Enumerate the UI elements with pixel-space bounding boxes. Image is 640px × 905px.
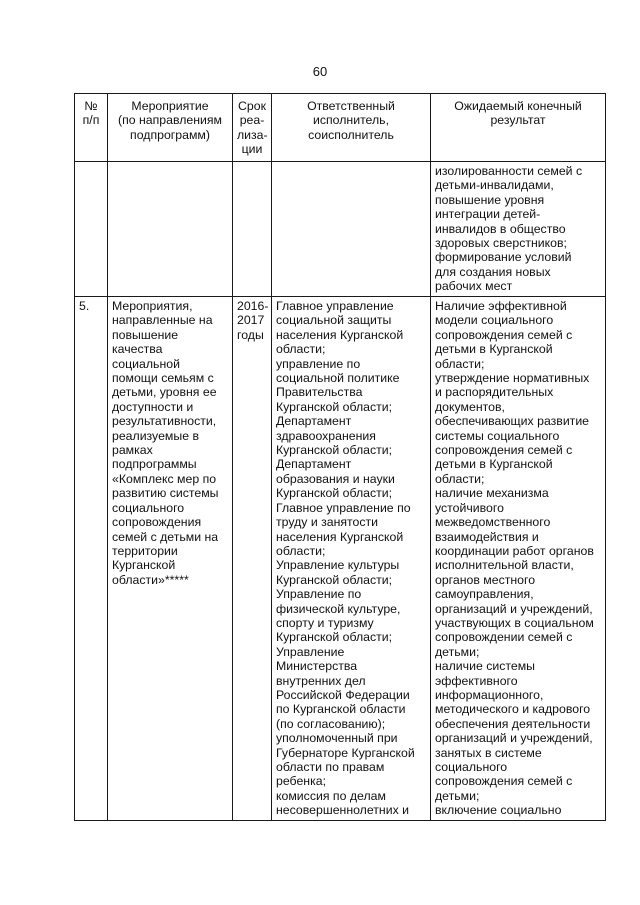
text-line: исполнитель, xyxy=(312,113,389,128)
text-line: обеспечивающих развитие xyxy=(435,414,590,429)
text-line: п/п xyxy=(82,113,100,128)
text-line: для создания новых xyxy=(435,264,551,279)
text-line: методического и кадрового xyxy=(435,702,591,717)
text-line: взаимодействия и xyxy=(435,529,539,544)
text-line: населения Курганской xyxy=(276,529,404,544)
text-line: области; xyxy=(276,342,326,357)
text-line: сопровождения семей с xyxy=(435,774,573,789)
text-line: «Комплекс мер по xyxy=(112,471,217,486)
text-line: Курганской области; xyxy=(276,630,393,645)
cell-executor-empty xyxy=(272,162,431,297)
text-line: (по направлениям xyxy=(117,113,222,128)
page-number: 60 xyxy=(312,64,328,79)
text-line: реа- xyxy=(239,113,265,128)
text-line: Курганской области; xyxy=(276,399,393,414)
text-line: формирование условий xyxy=(435,250,572,265)
text-line: модели социального xyxy=(435,313,554,328)
cell-term xyxy=(233,297,272,821)
text-line: органов местного xyxy=(435,572,536,587)
text-line: труду и занятости xyxy=(276,515,379,530)
cell-result-continuation xyxy=(431,162,606,297)
text-line: Правительства xyxy=(276,385,363,400)
text-line: результативности, xyxy=(112,414,217,429)
text-line: Департамент xyxy=(276,457,352,472)
cell-event-empty xyxy=(108,162,233,297)
text-line: области»***** xyxy=(112,572,189,587)
text-line: Мероприятие xyxy=(131,99,209,113)
text-line: Губернаторе Курганской xyxy=(276,745,415,760)
text-line: помощи семьям с xyxy=(112,371,214,386)
text-line: изолированности семей с xyxy=(435,164,583,178)
text-line: области по правам xyxy=(276,760,385,774)
header-result xyxy=(431,94,606,162)
text-line: исполнительной власти, xyxy=(435,558,574,573)
text-line: управление по xyxy=(276,356,361,371)
text-line: Главное управление xyxy=(276,299,394,313)
text-line: лиза- xyxy=(237,127,268,142)
text-line: наличие механизма xyxy=(435,486,549,501)
text-line: Ответственный xyxy=(307,99,395,113)
text-line: 2017 xyxy=(237,313,265,328)
text-line: информационного, xyxy=(435,687,544,702)
text-line: ции xyxy=(241,142,263,157)
text-line: годы xyxy=(237,327,264,342)
cell-executor xyxy=(272,297,431,821)
table-row-continuation xyxy=(75,162,606,297)
text-line: Курганской области; xyxy=(276,486,393,501)
text-line: повышение уровня xyxy=(435,192,545,207)
text-line: детьми в Курганской xyxy=(435,342,553,357)
text-line: Срок xyxy=(238,99,266,113)
text-line: семей с детьми на xyxy=(112,529,219,544)
text-line: эффективного xyxy=(435,673,518,688)
text-line: Министерства xyxy=(276,659,358,674)
text-line: Курганской xyxy=(112,558,176,573)
text-line: подпрограмм) xyxy=(130,127,210,142)
text-line: комиссия по делам xyxy=(276,788,386,803)
text-line: устойчивого xyxy=(435,500,504,515)
text-line: сопровождения семей с xyxy=(435,443,573,458)
text-line: Главное управление по xyxy=(276,500,411,515)
text-line: и распорядительных xyxy=(435,385,554,400)
text-line: направленные на xyxy=(112,313,213,328)
text-line: обеспечения деятельности xyxy=(435,716,591,731)
text-line: области; xyxy=(435,471,485,486)
text-line: Управление xyxy=(276,644,345,659)
text-line: спорту и туризму xyxy=(276,615,374,630)
text-line: подпрограммы xyxy=(112,457,197,472)
cell-term-empty xyxy=(233,162,272,297)
text-line: наличие системы xyxy=(435,659,535,674)
text-line: качества xyxy=(112,342,163,357)
text-line: населения Курганской xyxy=(276,327,404,342)
text-line: рамках xyxy=(112,443,153,458)
text-line: области; xyxy=(276,543,326,558)
text-line: социальной xyxy=(112,356,180,371)
text-line: сопровождении семей с xyxy=(435,630,573,645)
header-term xyxy=(233,94,272,162)
text-line: 2016- xyxy=(237,299,269,313)
text-line: сопровождения xyxy=(112,515,202,530)
text-line: образования и науки xyxy=(276,471,395,486)
document-table xyxy=(74,93,606,821)
cell-number: 5. xyxy=(75,297,108,821)
header-event xyxy=(108,94,233,162)
text-line: социального xyxy=(112,500,185,515)
text-line: системы социального xyxy=(435,428,560,443)
text-line: области; xyxy=(435,356,485,371)
text-line: реализуемые в xyxy=(112,428,199,443)
table-header-row xyxy=(75,94,606,162)
text-line: несовершеннолетних и xyxy=(276,803,410,818)
text-line: уполномоченный при xyxy=(276,731,398,746)
text-line: Мероприятия, xyxy=(112,299,193,313)
text-line: повышение xyxy=(112,327,179,342)
text-line: социального xyxy=(435,760,508,774)
text-line: территории xyxy=(112,543,178,558)
text-line: социальной защиты xyxy=(276,313,392,328)
text-line: участвующих в социальном xyxy=(435,615,594,630)
text-line: детьми; xyxy=(435,644,480,659)
header-executor xyxy=(272,94,431,162)
text-line: социальной политике xyxy=(276,371,400,386)
text-line: соисполнитель xyxy=(308,127,394,142)
text-line: рабочих мест xyxy=(435,279,513,294)
text-line: межведомственного xyxy=(435,515,551,530)
table-row-5 xyxy=(75,297,606,821)
text-line: детьми в Курганской xyxy=(435,457,553,472)
text-line: детьми, уровня ее xyxy=(112,385,217,400)
text-line: развитию системы xyxy=(112,486,219,501)
cell-number-empty xyxy=(75,162,108,297)
text-line: Наличие эффективной xyxy=(435,299,567,313)
text-line: здоровых сверстников; xyxy=(435,236,567,251)
text-line: Курганской области; xyxy=(276,572,393,587)
text-line: Управление культуры xyxy=(276,558,400,573)
text-line: организаций и учреждений, xyxy=(435,731,593,746)
text-line: занятых в системе xyxy=(435,745,542,760)
text-line: организаций и учреждений, xyxy=(435,601,593,616)
text-line: № xyxy=(84,99,98,113)
text-line: ребенка; xyxy=(276,774,326,789)
text-line: документов, xyxy=(435,399,505,414)
text-line: координации работ органов xyxy=(435,543,594,558)
text-line: (по согласованию); xyxy=(276,716,386,731)
text-line: внутренних дел xyxy=(276,673,366,688)
text-line: включение социально xyxy=(435,803,562,818)
text-line: здравоохранения xyxy=(276,428,376,443)
cell-event xyxy=(108,297,233,821)
text-line: самоуправления, xyxy=(435,587,534,602)
text-line: Ожидаемый конечный xyxy=(454,99,582,113)
text-line: доступности и xyxy=(112,399,194,414)
text-line: сопровождения семей с xyxy=(435,327,573,342)
header-number xyxy=(75,94,108,162)
text-line: физической культуре, xyxy=(276,601,401,616)
text-line: результат xyxy=(490,113,546,128)
text-line: детьми-инвалидами, xyxy=(435,178,554,193)
text-line: интеграции детей- xyxy=(435,207,541,222)
text-line: по Курганской области xyxy=(276,702,406,717)
text-line: инвалидов в общество xyxy=(435,221,566,236)
text-line: Российской Федерации xyxy=(276,687,410,702)
text-line: Управление по xyxy=(276,587,362,602)
cell-result xyxy=(431,297,606,821)
text-line: Курганской области; xyxy=(276,443,393,458)
text-line: Департамент xyxy=(276,414,352,429)
text-line: утверждение нормативных xyxy=(435,371,590,386)
text-line: детьми; xyxy=(435,788,480,803)
